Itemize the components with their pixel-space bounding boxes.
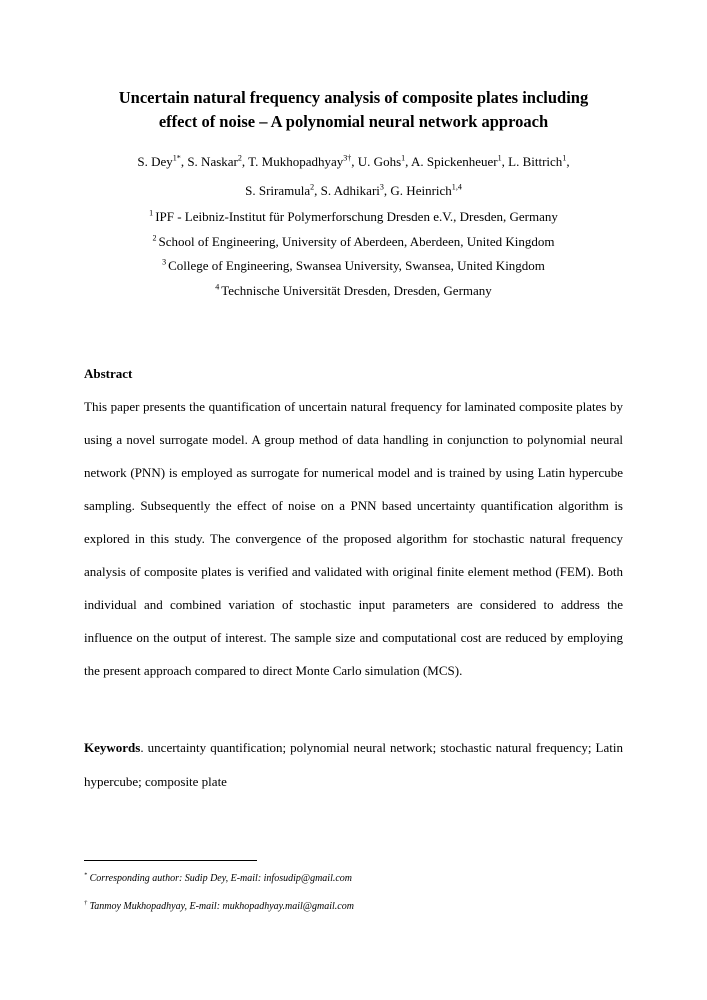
paper-title <box>84 86 623 134</box>
author-separator: , <box>180 154 188 169</box>
author-name: T. Mukhopadhyay <box>248 154 344 169</box>
footnote-marker: † <box>84 899 88 907</box>
author-affiliation-mark: 1 <box>401 153 406 163</box>
author-name: L. Bittrich <box>508 154 563 169</box>
keywords-label: Keywords <box>84 740 141 755</box>
affiliation-mark: 2 <box>152 233 159 243</box>
footnote-marker: * <box>84 871 88 879</box>
affiliation: $^2$ School of Engineering, University of Aberdeen, Aberdeen, United Kingdom <box>152 233 555 249</box>
author-affiliation-mark: 2 <box>310 182 315 192</box>
author-separator: , <box>314 183 321 198</box>
author-name: S. Dey <box>137 154 173 169</box>
affiliation: $^3$ College of Engineering, Swansea University, Swansea, United Kingdom <box>162 257 545 273</box>
author-affiliation-mark: 3 <box>379 182 384 192</box>
author-separator: , <box>405 154 411 169</box>
footnote: * Corresponding author: Sudip Dey, E-mail: infosudip@gmail.com <box>84 871 353 884</box>
author-name: G. Heinrich <box>390 183 452 198</box>
affiliation-mark: 1 <box>149 208 156 218</box>
footnotes <box>84 860 623 921</box>
author-line <box>84 147 623 205</box>
affiliations <box>84 205 623 303</box>
author-separator: , <box>501 154 509 169</box>
author-affiliation-mark: 3† <box>343 153 352 163</box>
author-affiliation-mark: 2 <box>237 153 242 163</box>
affiliation-mark: 4 <box>215 282 222 292</box>
author-name: S. Sriramula <box>245 183 311 198</box>
author-separator: , <box>241 154 249 169</box>
keywords <box>84 731 623 799</box>
abstract-text: This paper presents the quantification of uncertain natural frequency for laminated composite plates by using a novel surrogate model. A group method of data handling in conjunction to polynomial neural network (PNN) is employed as surrogate for numerical model and is trained by using Latin hypercube sampling. Subsequently the effect of noise on a PNN based uncertainty quantification algorithm is explored in this study. The convergence of the proposed algorithm for stochastic natural frequency analysis of composite plates is verified and validated with original finite element method (FEM). Both individual and combined variation of stochastic input parameters are considered to address the influence on the output of interest. The sample size and computational cost are reduced by employing the present approach compared to direct Monte Carlo simulation (MCS). <box>84 399 623 678</box>
author-affiliation-mark: 1 <box>497 153 502 163</box>
author-affiliation-mark: 1 <box>562 153 567 163</box>
author-name: S. Naskar <box>187 154 238 169</box>
paper-title-line1: Uncertain natural frequency analysis of composite plates including <box>118 88 589 107</box>
author-affiliation-mark: 1,4 <box>451 182 462 192</box>
affiliation: $^4$ Technische Universität Dresden, Dresden, Germany <box>215 282 492 298</box>
abstract-heading: Abstract <box>84 366 133 381</box>
affiliation: $^1$ IPF - Leibniz-Institut für Polymerforschung Dresden e.V., Dresden, Germany <box>149 208 558 224</box>
keywords-text: . uncertainty quantification; polynomial neural network; stochastic natural frequency; Latin hypercube; composite plate <box>84 740 623 789</box>
author-affiliation-mark: 1* <box>172 153 181 163</box>
footnote: † Tanmoy Mukhopadhyay, E-mail: mukhopadhyay.mail@gmail.com <box>84 899 354 912</box>
paper-title-line2: effect of noise – A polynomial neural network approach <box>158 112 549 131</box>
affiliation-mark: 3 <box>162 257 169 267</box>
author-name: S. Adhikari <box>320 183 380 198</box>
author-separator: , <box>351 154 358 169</box>
footnote-rule <box>84 860 257 861</box>
author-name: A. Spickenheuer <box>410 154 498 169</box>
author-name: U. Gohs <box>357 154 402 169</box>
author-separator: , <box>566 154 570 169</box>
author-separator: , <box>383 183 391 198</box>
